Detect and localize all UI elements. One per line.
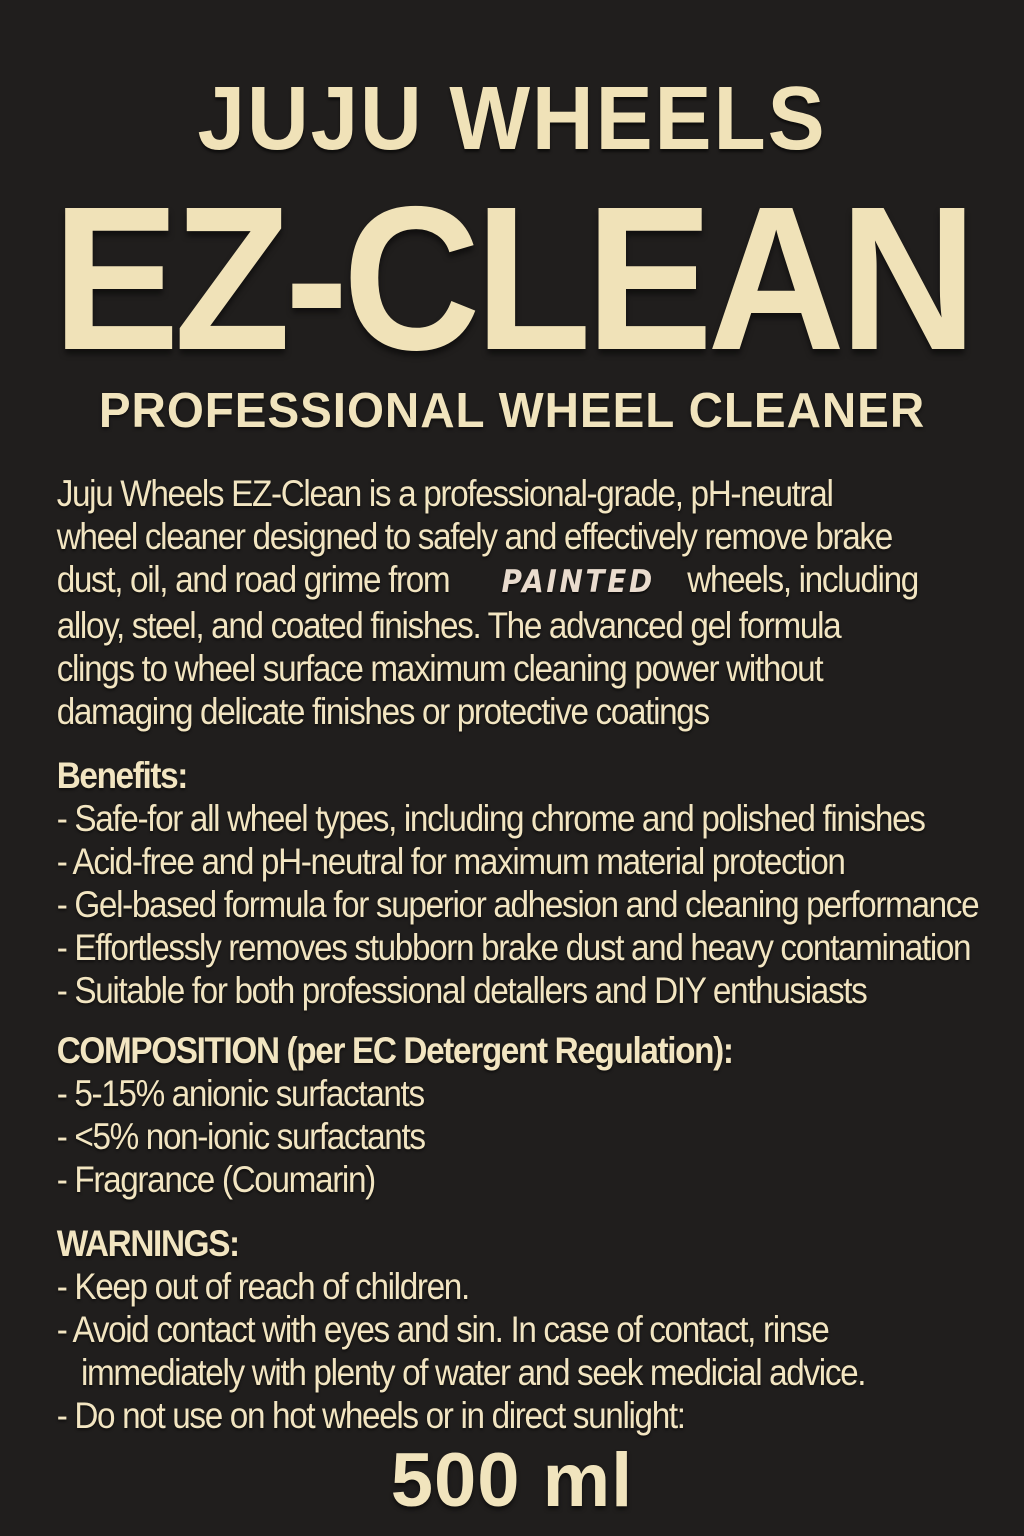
benefit-item: - Safe-for all wheel types, including chrome and polished finishes — [56, 798, 925, 839]
warnings-section — [57, 1222, 1024, 1437]
benefit-item: - Acid-free and pH-neutral for maximum material protection — [56, 841, 845, 882]
benefits-heading: Benefits: — [56, 755, 188, 796]
benefit-item: - Effortlessly removes stubborn brake dust and heavy contamination — [56, 927, 971, 968]
description-text: dust, oil, and road grime from — [56, 559, 450, 600]
benefit-item: - Suitable for both professional detallers and DIY enthusiasts — [56, 970, 867, 1011]
product-description — [57, 472, 1024, 733]
description-line: clings to wheel surface maximum cleaning power without — [56, 648, 823, 689]
warnings-heading: WARNINGS: — [56, 1223, 239, 1264]
composition-item: - <5% non-ionic surfactants — [56, 1116, 425, 1157]
composition-item: - Fragrance (Coumarin) — [56, 1159, 375, 1200]
warning-item-continuation: immediately with plenty of water and seek medicial advice. — [81, 1352, 866, 1393]
composition-heading: COMPOSITION (per EC Detergent Regulation): — [56, 1030, 733, 1071]
warning-item: - Do not use on hot wheels or in direct sunlight: — [56, 1395, 685, 1436]
description-line: alloy, steel, and coated finishes. The advanced gel formula — [56, 605, 841, 646]
painted-highlight: PAINTED — [501, 564, 655, 600]
benefit-item: - Gel-based formula for superior adhesion and cleaning performance — [56, 884, 979, 925]
description-text: wheels, including — [687, 559, 918, 600]
warning-item: - Keep out of reach of children. — [56, 1266, 469, 1307]
composition-section — [57, 1029, 1024, 1201]
description-line: wheel cleaner designed to safely and effectively remove brake — [56, 516, 892, 557]
description-line: Juju Wheels EZ-Clean is a professional-grade, pH-neutral — [56, 473, 833, 514]
brand-name: JUJU WHEELS — [197, 69, 827, 169]
composition-item: - 5-15% anionic surfactants — [56, 1073, 424, 1114]
volume-text: 500 ml — [390, 1438, 634, 1523]
product-name: EZ-CLEAN — [52, 164, 972, 393]
product-tagline: PROFESSIONAL WHEEL CLEANER — [98, 384, 926, 438]
label-body — [0, 472, 1024, 1437]
description-line: damaging delicate finishes or protective coatings — [56, 691, 709, 732]
warning-item: - Avoid contact with eyes and sin. In case of contact, rinse — [56, 1309, 829, 1350]
benefits-section — [57, 754, 1024, 1012]
description-line-with-highlight — [57, 558, 1024, 604]
label-header — [0, 0, 1024, 436]
